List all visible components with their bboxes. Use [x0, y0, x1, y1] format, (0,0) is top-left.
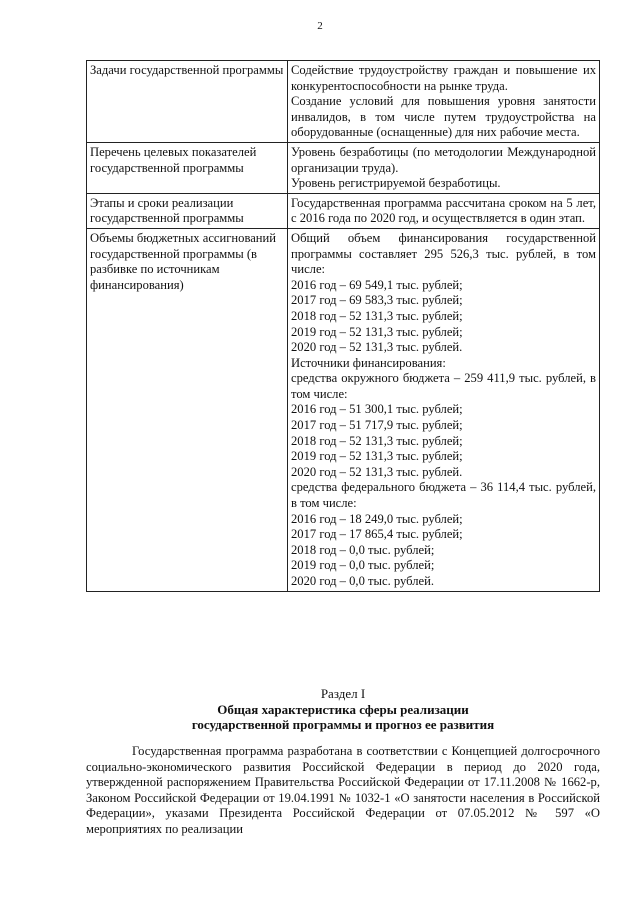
value-line: 2016 год – 51 300,1 тыс. рублей;	[291, 402, 463, 417]
row-label: Этапы и сроки реализации государственной программы	[87, 193, 288, 228]
value-line: 2018 год – 52 131,3 тыс. рублей;	[291, 308, 463, 323]
table-row-stages	[87, 193, 600, 228]
row-value	[288, 228, 600, 591]
value-line: 2020 год – 52 131,3 тыс. рублей.	[291, 340, 463, 355]
section-number: Раздел I	[320, 686, 366, 701]
value-line: Содействие трудоустройству граждан и повышение их конкурентоспособности на рынке труда.	[291, 63, 596, 93]
section-heading-line: Общая характеристика сферы реализации	[217, 701, 469, 717]
row-value	[288, 193, 600, 228]
value-line: 2016 год – 18 249,0 тыс. рублей;	[291, 511, 463, 526]
value-line: Уровень регистрируемой безработицы.	[291, 176, 501, 191]
value-line: 2017 год – 69 583,3 тыс. рублей;	[291, 293, 463, 308]
program-passport-table	[86, 60, 600, 592]
value-line: 2019 год – 0,0 тыс. рублей;	[291, 558, 435, 573]
value-line: 2019 год – 52 131,3 тыс. рублей;	[291, 324, 463, 339]
row-label: Задачи государственной программы	[87, 61, 288, 143]
section-heading-line: государственной программы и прогноз ее развития	[191, 717, 495, 732]
table-row-indicators	[87, 142, 600, 193]
value-line: Уровень безработицы (по методологии Международной организации труда).	[291, 144, 596, 175]
value-line: Общий объем финансирования государственной программы составляет 295 526,3 тыс. рублей, в том числе:	[291, 230, 596, 277]
value-line: 2020 год – 52 131,3 тыс. рублей.	[291, 464, 463, 479]
value-line: Источники финансирования:	[291, 355, 446, 370]
body-paragraph: Государственная программа разработана в соответствии с Концепцией долгосрочного социально-экономического развития Российской Федерации в период до 2020 года, утвержденной распоряжением Правительства Российской Федерации от 17.11.2008 № 1662-р, Законом Российской Федерации от 19.04.1991 № 1032-1 «О занятости населения в Российской Федерации», указами Президента Российской Федерации от 07.05.2012 № 597 «О мероприятиях по реализации	[86, 744, 600, 836]
section-header	[86, 686, 600, 733]
table-row-tasks	[87, 61, 600, 143]
value-line: средства федерального бюджета – 36 114,4 тыс. рублей, в том числе:	[291, 480, 596, 511]
value-line: Государственная программа рассчитана сроком на 5 лет, с 2016 года по 2020 год, и осуществляется в один этап.	[291, 195, 596, 226]
value-line: 2020 год – 0,0 тыс. рублей.	[291, 574, 434, 588]
value-line: 2017 год – 17 865,4 тыс. рублей;	[291, 527, 463, 542]
row-label: Перечень целевых показателей государственной программы	[87, 142, 288, 193]
table-row-funding	[87, 228, 600, 591]
value-line: средства окружного бюджета – 259 411,9 тыс. рублей, в том числе:	[291, 371, 596, 401]
body-text	[86, 744, 600, 838]
value-line: 2018 год – 52 131,3 тыс. рублей;	[291, 433, 463, 448]
value-line: Создание условий для повышения уровня занятости инвалидов, в том числе путем трудоустройства на оборудованные (оснащенные) для них рабочие места.	[291, 94, 596, 140]
row-value	[288, 61, 600, 143]
row-value	[288, 142, 600, 193]
value-line: 2019 год – 52 131,3 тыс. рублей;	[291, 449, 463, 464]
page-number: 2	[317, 20, 323, 32]
value-line: 2017 год – 51 717,9 тыс. рублей;	[291, 418, 463, 433]
value-line: 2016 год – 69 549,1 тыс. рублей;	[291, 277, 463, 292]
value-line: 2018 год – 0,0 тыс. рублей;	[291, 542, 435, 557]
row-label: Объемы бюджетных ассигнований государственной программы (в разбивке по источникам финансирования)	[87, 228, 288, 591]
